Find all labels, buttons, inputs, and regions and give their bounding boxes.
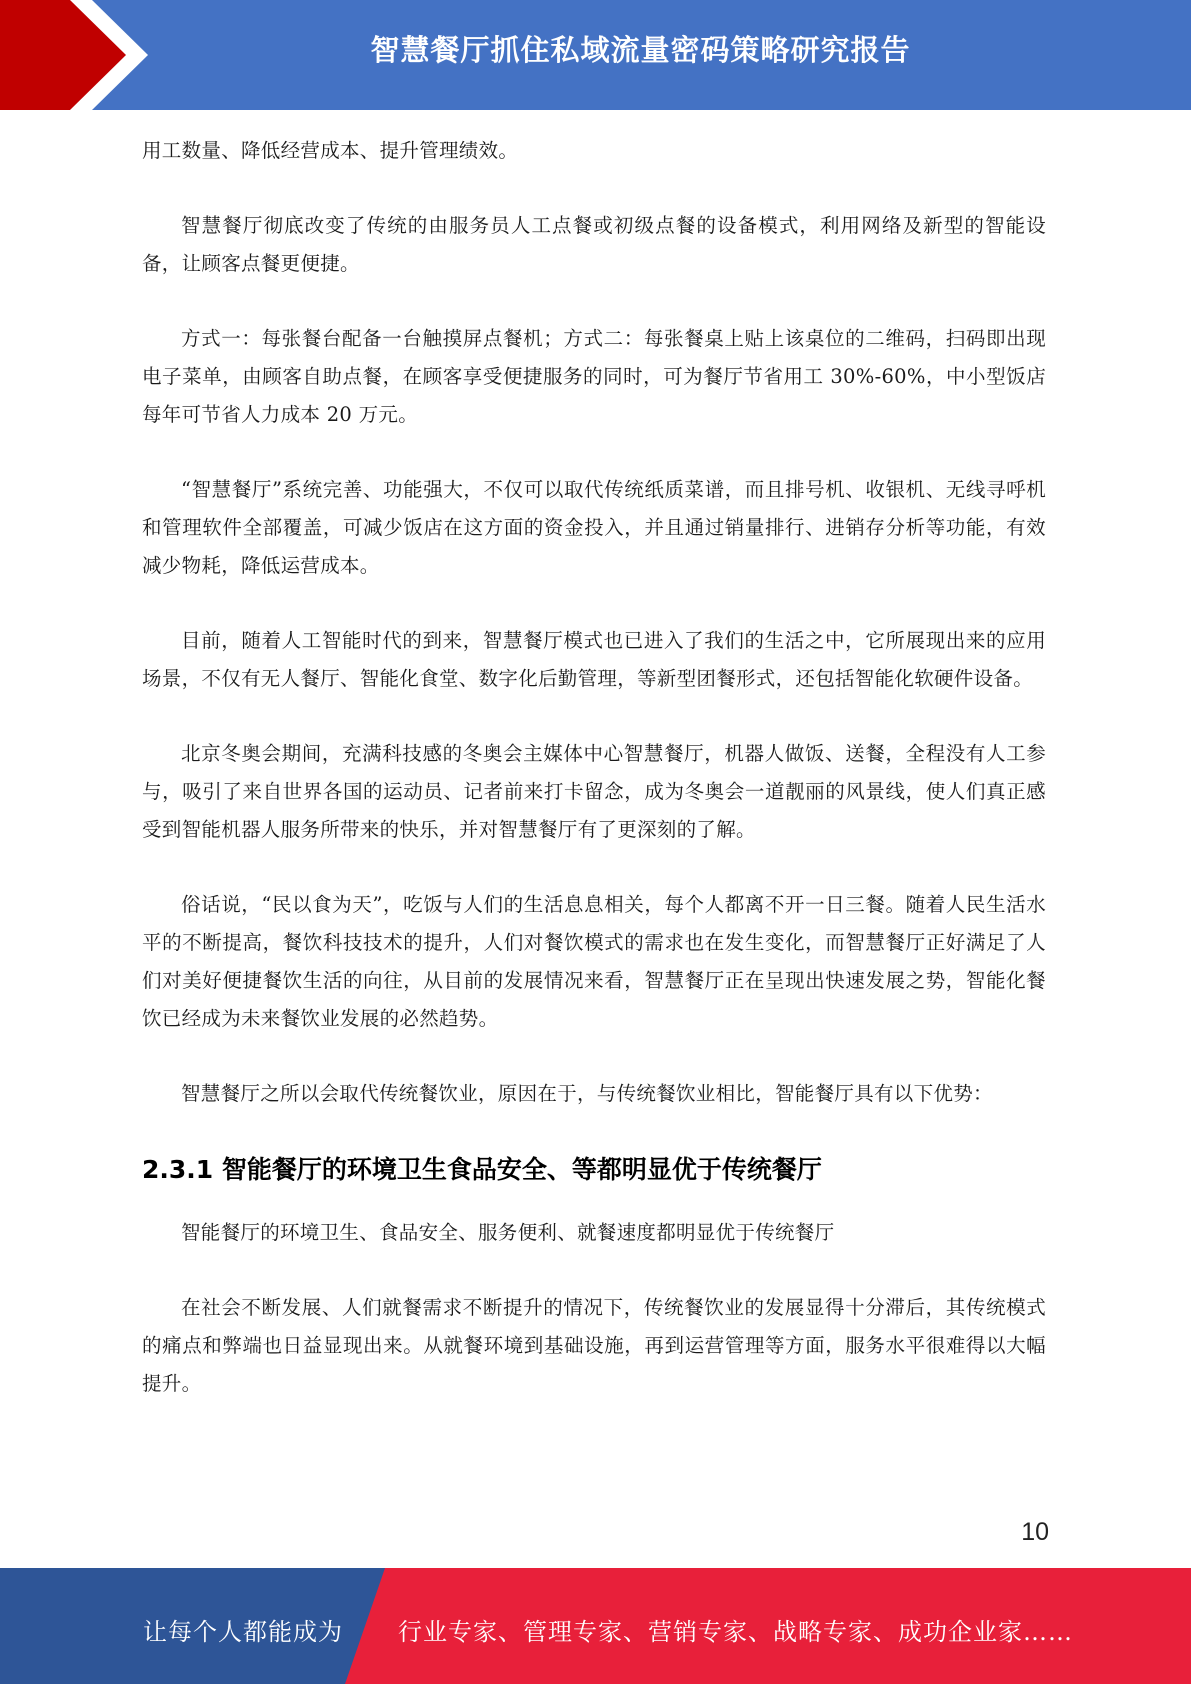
- paragraph: 智慧餐厅彻底改变了传统的由服务员人工点餐或初级点餐的设备模式，利用网络及新型的智能设备，让顾客点餐更便捷。: [142, 214, 1046, 275]
- paragraph: 在社会不断发展、人们就餐需求不断提升的情况下，传统餐饮业的发展显得十分滞后，其传统模式的痛点和弊端也日益显现出来。从就餐环境到基础设施，再到运营管理等方面，服务水平很难得以大幅提升。: [142, 1296, 1046, 1395]
- page-header: [0, 0, 1191, 110]
- paragraph: 智能餐厅的环境卫生、食品安全、服务便利、就餐速度都明显优于传统餐厅: [181, 1221, 835, 1244]
- paragraph: 俗话说，“民以食为天”，吃饭与人们的生活息息相关，每个人都离不开一日三餐。随着人民生活水平的不断提高，餐饮科技技术的提升，人们对餐饮模式的需求也在发生变化，而智慧餐厅正好满足了人们对美好便捷餐饮生活的向往，从目前的发展情况来看，智慧餐厅正在呈现出快速发展之势，智能化餐饮已经成为未来餐饮业发展的必然趋势。: [142, 893, 1046, 1030]
- report-title: 智慧餐厅抓住私域流量密码策略研究报告: [370, 33, 911, 67]
- document-body: [142, 132, 1046, 1440]
- paragraph: 北京冬奥会期间，充满科技感的冬奥会主媒体中心智慧餐厅，机器人做饭、送餐，全程没有人工参与，吸引了来自世界各国的运动员、记者前来打卡留念，成为冬奥会一道靓丽的风景线，使人们真正感受到智能机器人服务所带来的快乐，并对智慧餐厅有了更深刻的了解。: [142, 742, 1046, 841]
- section-heading: 2.3.1 智能餐厅的环境卫生食品安全、等都明显优于传统餐厅: [142, 1155, 822, 1184]
- paragraph: 方式一：每张餐台配备一台触摸屏点餐机；方式二：每张餐桌上贴上该桌位的二维码，扫码即出现电子菜单，由顾客自助点餐，在顾客享受便捷服务的同时，可为餐厅节省用工 30%-60%，中小型饭店每年可节省人力成本 20 万元。: [142, 327, 1046, 426]
- paragraph: 智慧餐厅之所以会取代传统餐饮业，原因在于，与传统餐饮业相比，智能餐厅具有以下优势：: [181, 1082, 993, 1105]
- header-red-arrow-icon: [0, 0, 160, 110]
- paragraph: 用工数量、降低经营成本、提升管理绩效。: [142, 139, 519, 162]
- page-footer: [0, 1568, 1191, 1684]
- page-number: 10: [1021, 1518, 1049, 1546]
- footer-slogan-right: 行业专家、管理专家、营销专家、战略专家、成功企业家……: [398, 1618, 1073, 1646]
- paragraph: 目前，随着人工智能时代的到来，智慧餐厅模式也已进入了我们的生活之中，它所展现出来的应用场景，不仅有无人餐厅、智能化食堂、数字化后勤管理，等新型团餐形式，还包括智能化软硬件设备。: [142, 629, 1046, 690]
- footer-slogan-left: 让每个人都能成为: [143, 1618, 343, 1646]
- paragraph: “智慧餐厅”系统完善、功能强大，不仅可以取代传统纸质菜谱，而且排号机、收银机、无线寻呼机和管理软件全部覆盖，可减少饭店在这方面的资金投入，并且通过销量排行、进销存分析等功能，有效减少物耗，降低运营成本。: [142, 478, 1046, 577]
